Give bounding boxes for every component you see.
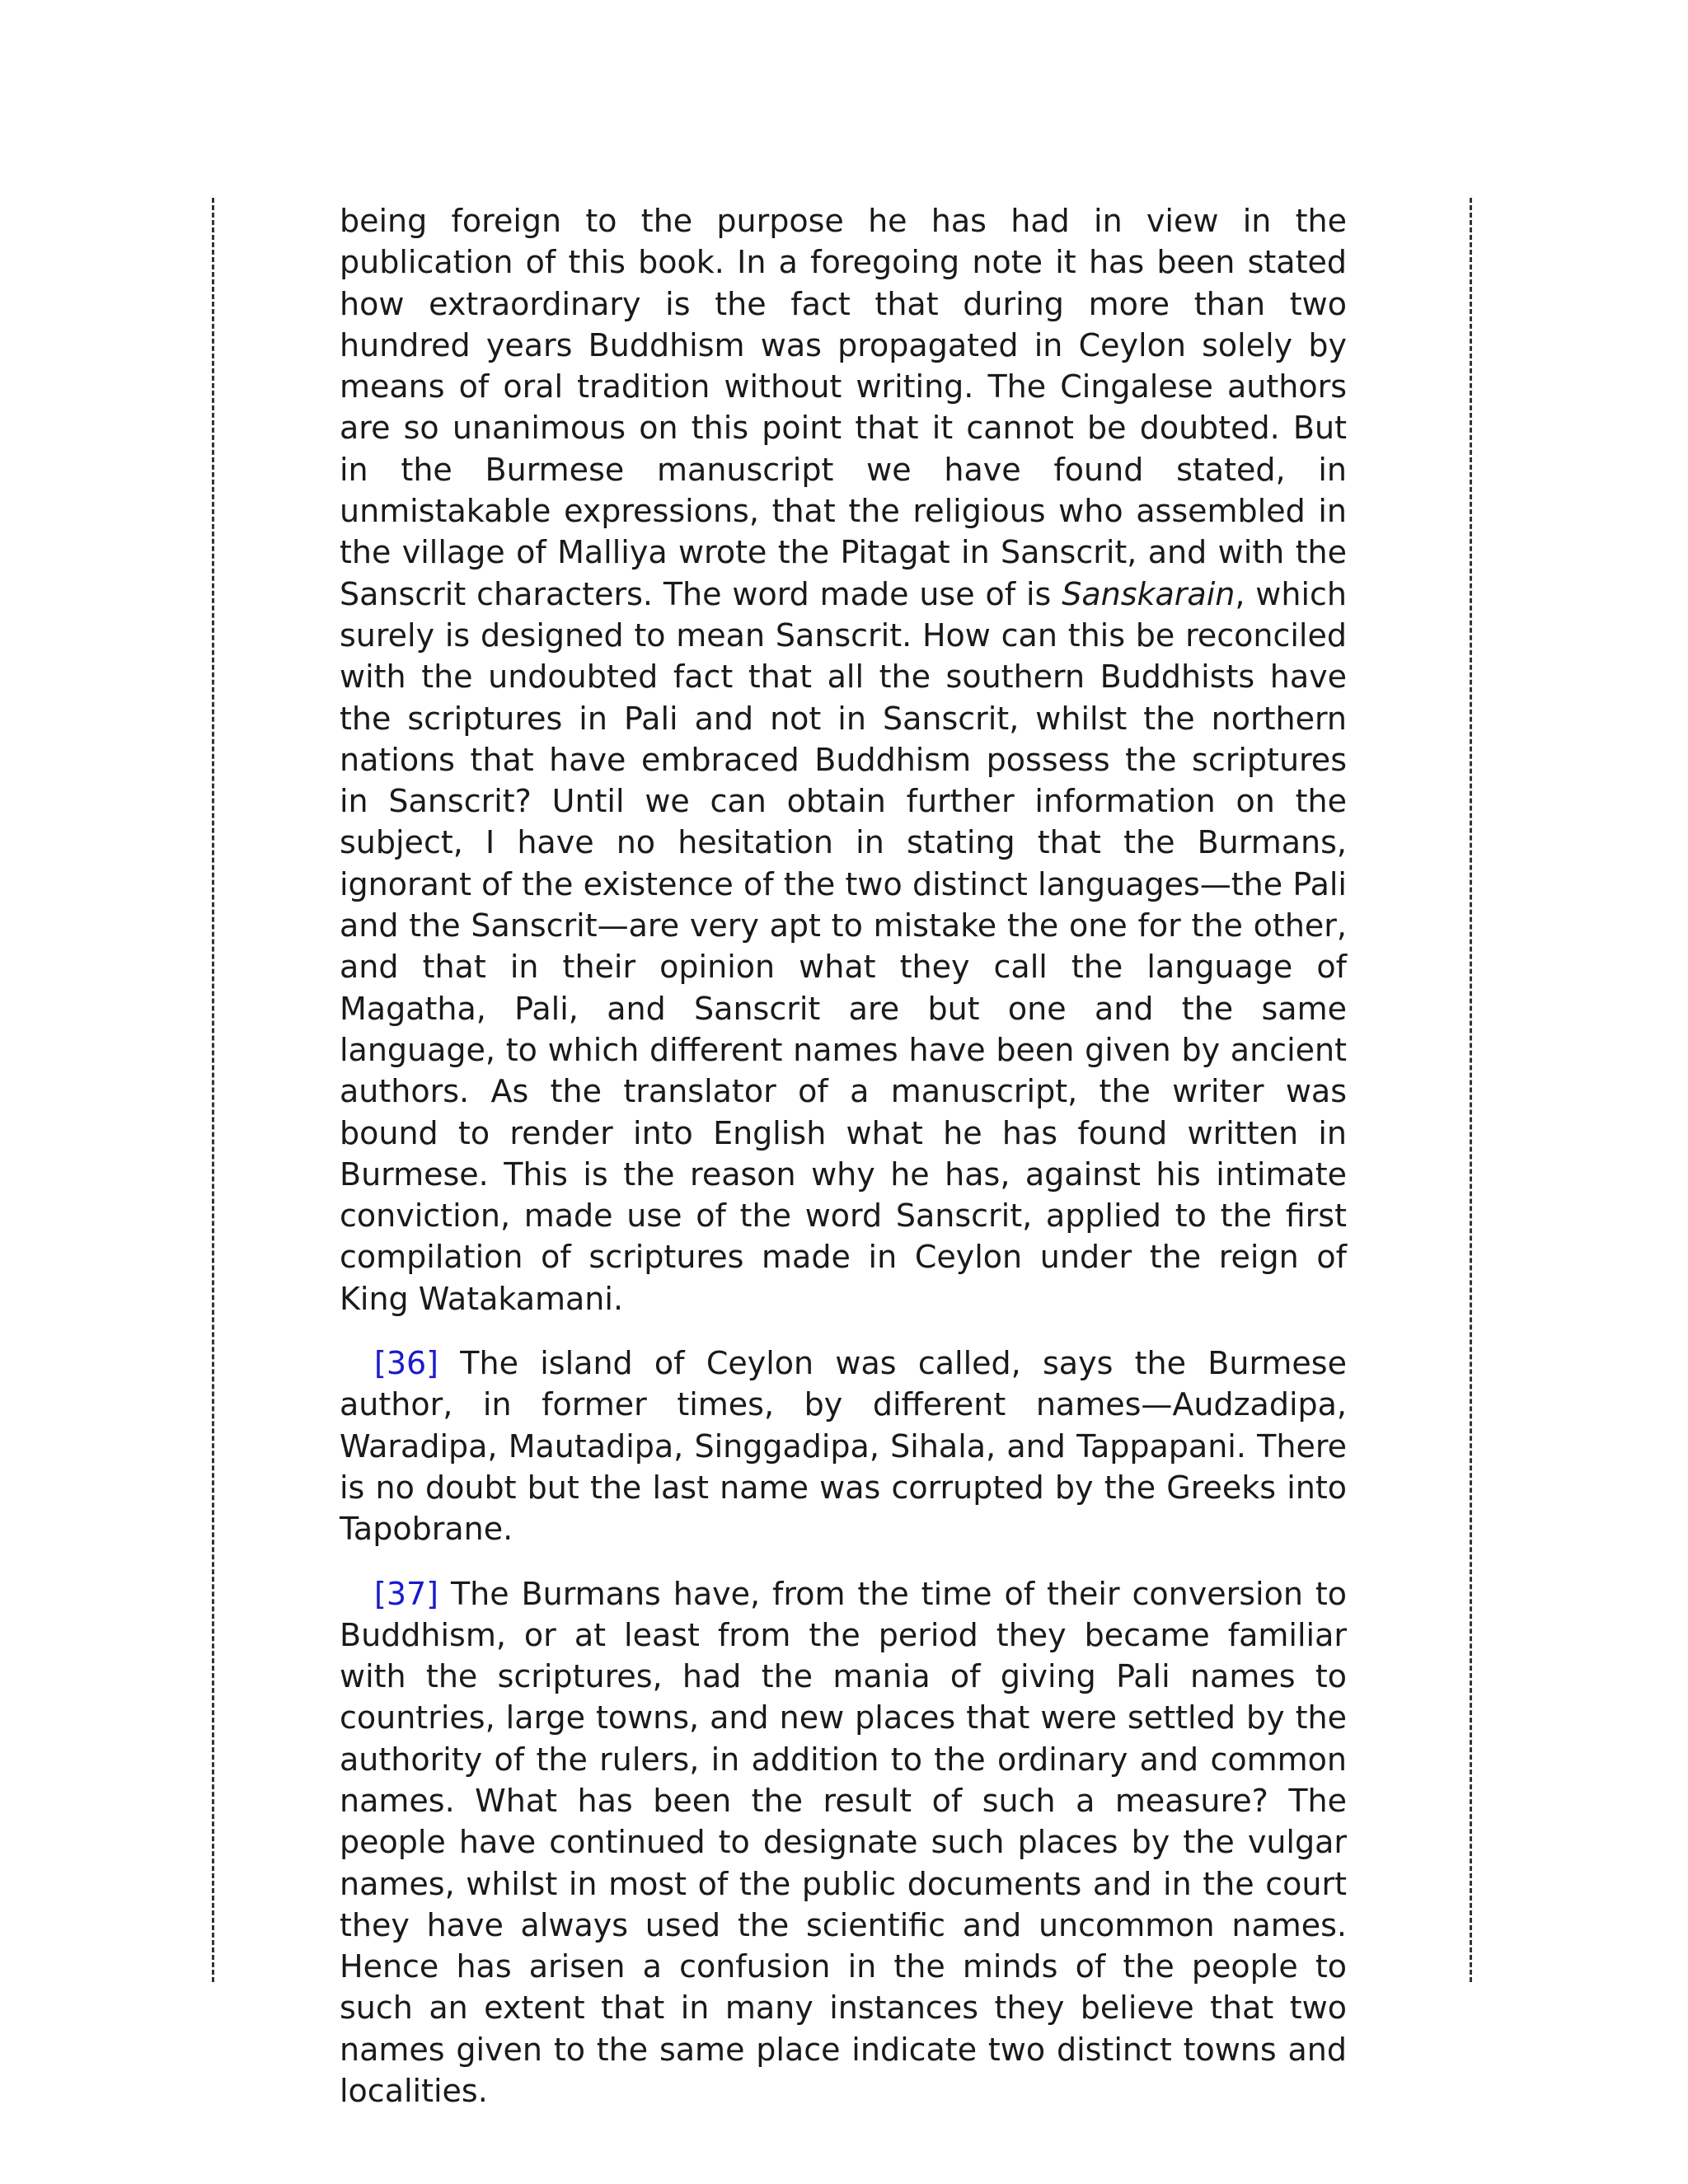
left-margin-rule [212,198,214,1982]
text-column [340,200,1347,2135]
footnote-ref-36[interactable]: [36] [374,1345,439,1382]
footnote-ref-37[interactable]: [37] [374,1575,439,1612]
footnote-36-text: The island of Ceylon was called, says the Burmese author, in former times, by different names—Audzadipa, Waradipa, Mautadipa, Singgadipa, Sihala, and Tappapani. There is no doubt but the last name was corrupted by the Greeks into Tapobrane. [340,1345,1347,1548]
paragraph-text-after-italic: , which surely is designed to mean Sanscrit. How can this be reconciled with the undoubted fact that all the southern Buddhists have the scriptures in Pali and not in Sanscrit, whilst the northern nations that have embraced Buddhism possess the scriptures in Sanscrit? Until we can obtain further information on the subject, I have no hesitation in stating that the Burmans, ignorant of the existence of the two distinct languages—the Pali and the Sanscrit—are very apt to mistake the one for the other, and that in their opinion what they call the language of Magatha, Pali, and Sanscrit are but one and the same language, to which different names have been given by ancient authors. As the translator of a manuscript, the writer was bound to render into English what he has found written in Burmese. This is the reason why he has, against his intimate conviction, made use of the word Sanscrit, applied to the first compilation of scriptures made in Ceylon under the reign of King Watakamani. [340,575,1347,1317]
footnote-36 [340,1343,1347,1549]
footnote-37 [340,1573,1347,2112]
italic-term: Sanskarain [1062,575,1236,612]
right-margin-rule [1470,198,1472,1982]
paragraph-text-before-italic: being foreign to the purpose he has had in view in the publication of this book. In a foregoing note it has been stated how extraordinary is the fact that during more than two hundred years Buddhism was propagated in Ceylon solely by means of oral tradition without writing. The Cingalese authors are so unanimous on this point that it cannot be doubted. But in the Burmese manuscript we have found stated, in unmistakable expressions, that the religious who assembled in the village of Malliya wrote the Pitagat in Sanscrit, and with the Sanscrit characters. The word made use of is [340,203,1347,612]
footnote-37-text: The Burmans have, from the time of their conversion to Buddhism, or at least from the period they became familiar with the scriptures, had the mania of giving Pali names to countries, large towns, and new places that were settled by the authority of the rulers, in addition to the ordinary and common names. What has been the result of such a measure? The people have continued to designate such places by the vulgar names, whilst in most of the public documents and in the court they have always used the scientific and uncommon names. Hence has arisen a confusion in the minds of the people to such an extent that in many instances they believe that two names given to the same place indicate two distinct towns and localities. [340,1575,1347,2110]
paragraph-continuation [340,200,1347,1319]
